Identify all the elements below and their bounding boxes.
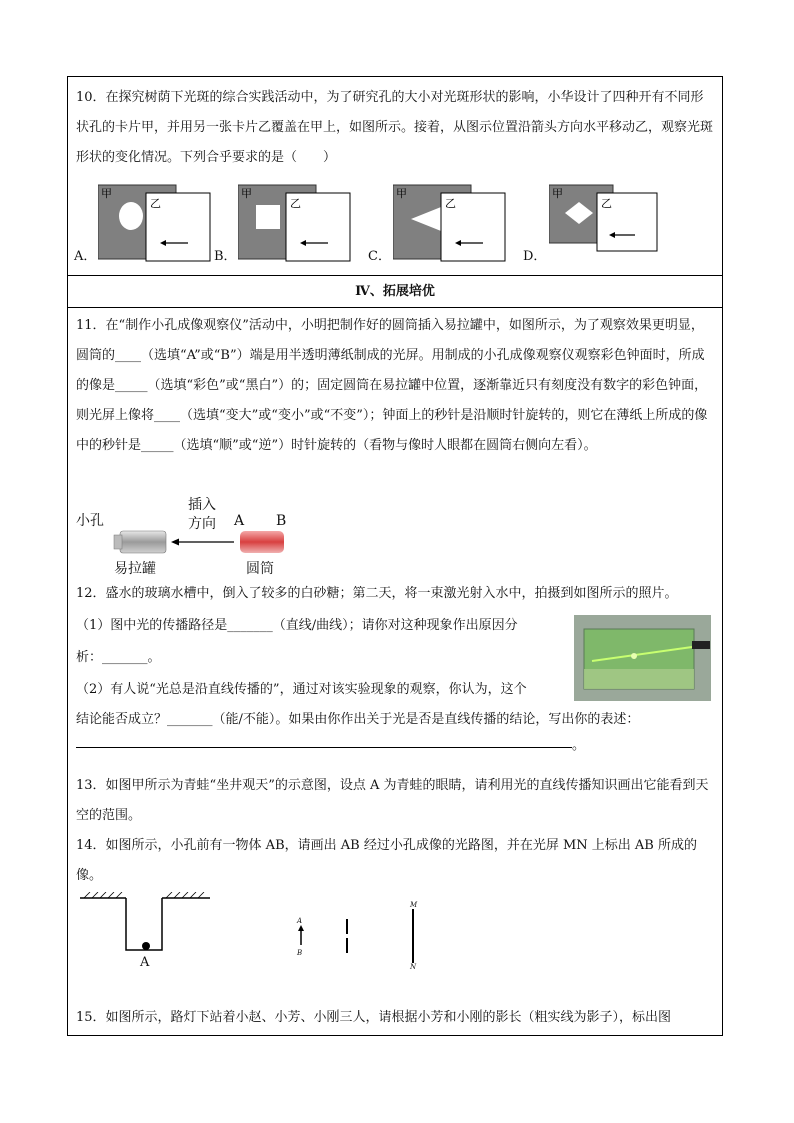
tube-end-b-label: B [276,513,287,529]
insert-label-1: 插入 [188,497,216,513]
frog-well-figure [76,892,216,972]
q14-text: 14．如图所示，小孔前有一物体 AB，请画出 AB 经过小孔成像的光路图，并在光屏 MN 上标出 AB 所成的像。 [76,838,697,883]
card-yi-label: 乙 [150,197,161,210]
card-yi-label: 乙 [290,197,301,210]
can-label: 易拉罐 [114,561,156,577]
object-b-label: B [297,949,303,957]
card-jia-label: 甲 [396,187,407,200]
option-c[interactable]: C． [368,249,391,264]
pinhole-figure [293,899,433,969]
q12-end-mark: 。 [572,738,586,753]
q10-figure-d [549,183,664,263]
tube-label: 圆筒 [246,561,274,577]
screen-n-label: N [410,963,417,969]
q15-text: 15．如图所示，路灯下站着小赵、小芳、小刚三人，请根据小芳和小刚的影长（粗实线为影子），标出图 [76,1010,672,1025]
q12-part1-line1: （1）图中光的传播路径是_______（直线/曲线）；请你对这种现象作出原因分 [76,618,518,633]
card-jia-label: 甲 [241,187,252,200]
q10-figure-a [98,183,213,263]
card-jia-label: 甲 [101,187,112,200]
q11-text: 11．在“制作小孔成像观察仪”活动中，小明把制作好的圆筒插入易拉罐中，如图所示，为了观察效果更明显，圆筒的____（选填“A”或“B”）端是用半透明薄纸制成的光屏。用制成的小孔成像观察仪观察彩色钟面时，所成的像是_____（选填“彩色”或“黑白”）的；固定圆筒在易拉罐中位置，逐渐靠近只有刻度没有数字的彩色钟面，则光屏上像将____（选填“变大”或“变小”或“不变”）；钟面上的秒针是沿顺时针旋转的，则它在薄纸上所成的像中的秒针是_____（选填“顺”或“逆”）时针旋转的（看物与像时人眼都在圆筒右侧向左看）。 [76,318,708,453]
section-title: Ⅳ、拓展培优 [355,284,435,299]
well-eye-label: A [140,955,150,970]
option-a[interactable]: A． [74,249,97,264]
insert-label-2: 方向 [188,516,216,532]
q13-text: 13．如图甲所示为青蛙“坐井观天”的示意图，设点 A 为青蛙的眼睛，请利用光的直线传播知识画出它能看到天空的范围。 [76,778,709,823]
object-a-label: A [297,917,303,925]
option-d[interactable]: D． [523,249,547,264]
card-yi-label: 乙 [601,197,612,210]
q10-figure-c [393,183,508,263]
q12-part2-line2: 结论能否成立？_______（能/不能）。如果由你作出关于光是否是直线传播的结论，写出你的表述： [76,712,640,727]
q12-part1-line2: 析：_______。 [76,650,161,665]
option-b[interactable]: B． [214,249,237,264]
q12-answer-line [76,747,572,748]
q10-text: 10．在探究树荫下光斑的综合实践活动中，为了研究孔的大小对光斑形状的影响，小华设计了四种开有不同形状孔的卡片甲，并用另一张卡片乙覆盖在甲上，如图所示。接着，从图示位置沿箭头方向水平移动乙，观察光斑形状的变化情况。下列合乎要求的是（ ） [76,90,714,165]
card-yi-label: 乙 [445,197,456,210]
q12-intro: 12．盛水的玻璃水槽中，倒入了较多的白砂糖；第二天，将一束激光射入水中，拍摄到如图所示的照片。 [76,586,678,601]
q11-figure [74,495,314,577]
q10-figure-b [238,183,353,263]
card-jia-label: 甲 [552,187,563,200]
section-divider-top [68,275,722,276]
q12-part2-line1: （2）有人说“光总是沿直线传播的”，通过对该实验现象的观察，你认为，这个 [76,682,527,697]
section-divider-bottom [68,307,722,308]
laser-tank-photo [574,615,711,701]
screen-m-label: M [410,901,418,909]
hole-label: 小孔 [76,513,104,529]
worksheet-table [67,76,723,1036]
tube-end-a-label: A [234,513,245,529]
